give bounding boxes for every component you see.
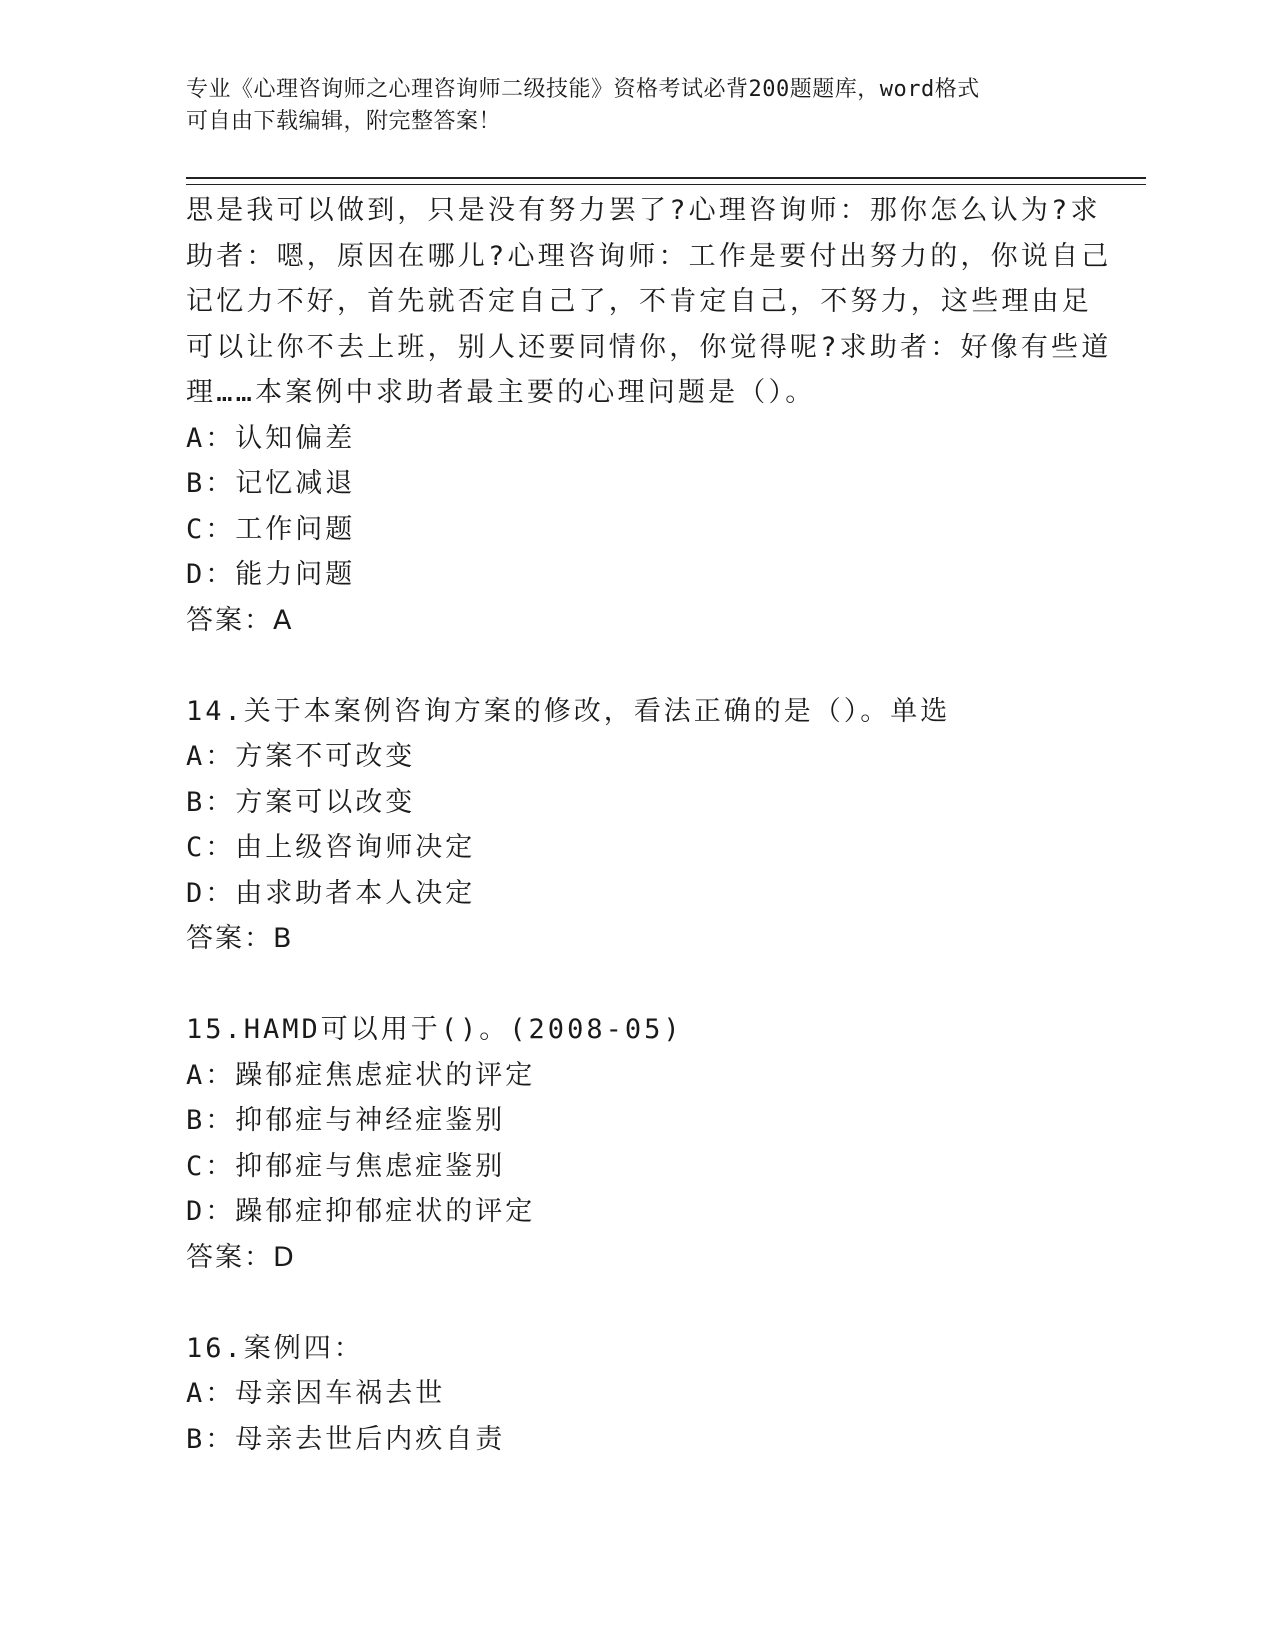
question-text-line: 记忆力不好，首先就否定自己了，不肯定自己，不努力，这些理由足 <box>186 286 1092 317</box>
question-15-stem: 15.HAMD可以用于()。(2008-05) <box>186 1014 683 1045</box>
spacer <box>186 1280 1066 1326</box>
spacer <box>186 962 1066 1008</box>
option-d: D：躁郁症抑郁症状的评定 <box>186 1196 536 1227</box>
option-c: C：抑郁症与焦虑症鉴别 <box>186 1150 506 1182</box>
answer-label: 答案：B <box>186 923 294 954</box>
option-d: D：能力问题 <box>186 559 356 590</box>
question-14-stem: 14.关于本案例咨询方案的修改，看法正确的是（）。单选 <box>186 695 951 727</box>
option-a: A：躁郁症焦虑症状的评定 <box>186 1059 536 1091</box>
header-divider <box>186 177 1146 185</box>
document-header <box>186 74 1066 138</box>
question-text-line: 助者：嗯，原因在哪儿?心理咨询师：工作是要付出努力的，你说自己 <box>186 240 1112 272</box>
option-d: D：由求助者本人决定 <box>186 877 476 909</box>
answer-label: 答案：A <box>186 604 294 636</box>
question-text-line: 思是我可以做到，只是没有努力罢了?心理咨询师：那你怎么认为?求 <box>186 195 1101 226</box>
option-a: A：母亲因车祸去世 <box>186 1378 446 1409</box>
option-c: C：工作问题 <box>186 513 356 545</box>
option-a: A：方案不可改变 <box>186 741 416 772</box>
option-a: A：认知偏差 <box>186 422 356 454</box>
question-text-line: 可以让你不去上班，别人还要同情你，你觉得呢?求助者：好像有些道 <box>186 331 1112 363</box>
option-b: B：记忆减退 <box>186 468 356 499</box>
header-line-2: 可自由下载编辑，附完整答案！ <box>186 109 502 134</box>
answer-label: 答案：D <box>186 1241 296 1273</box>
header-line-1: 专业《心理咨询师之心理咨询师二级技能》资格考试必背200题题库，word格式 <box>186 77 980 102</box>
option-c: C：由上级咨询师决定 <box>186 832 476 863</box>
option-b: B：方案可以改变 <box>186 786 416 818</box>
spacer <box>186 643 1066 689</box>
question-text-line: 理……本案例中求助者最主要的心理问题是（）。 <box>186 377 816 408</box>
question-16-stem: 16.案例四： <box>186 1332 364 1364</box>
option-b: B：抑郁症与神经症鉴别 <box>186 1105 506 1136</box>
document-body <box>186 188 1112 1462</box>
option-b: B：母亲去世后内疚自责 <box>186 1423 506 1455</box>
question-13-continuation <box>186 188 1112 416</box>
